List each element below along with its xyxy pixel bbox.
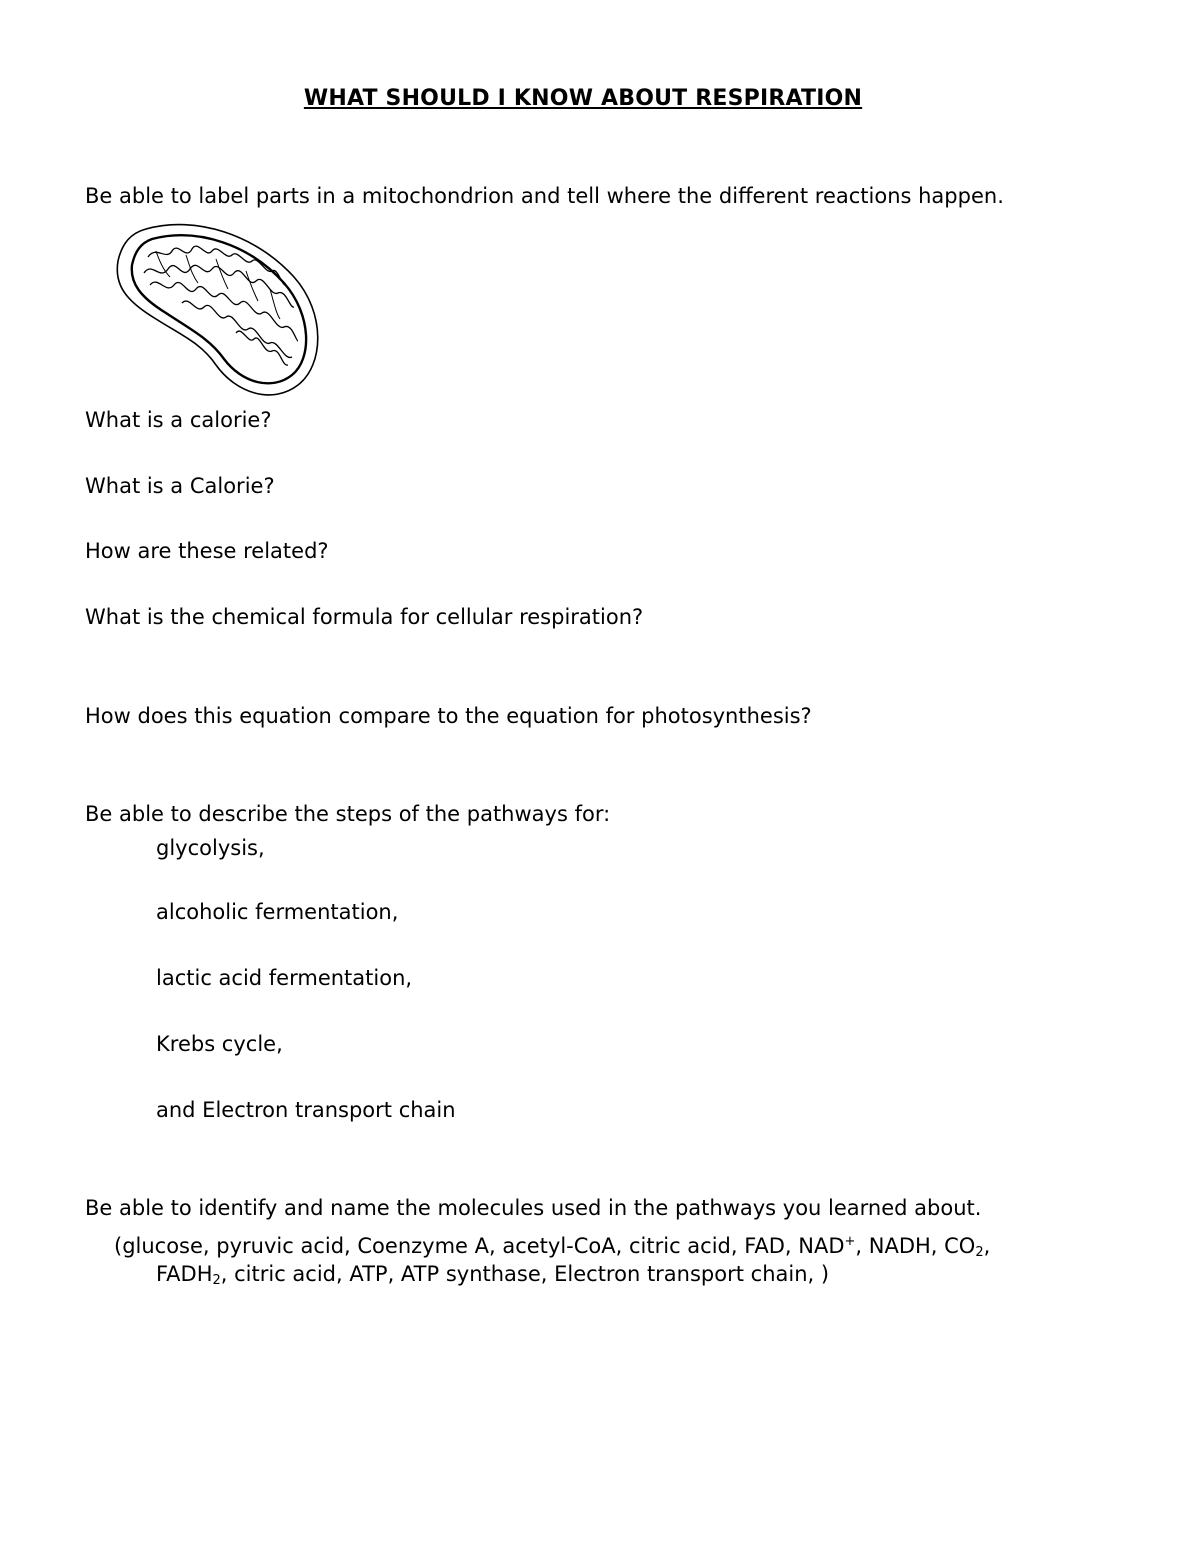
superscript: + bbox=[844, 1234, 856, 1249]
pathway-item: glycolysis, bbox=[156, 836, 265, 860]
molecules-text: (glucose, pyruvic acid, Coenzyme A, acetyl-CoA, citric acid, FAD, NAD bbox=[114, 1234, 845, 1258]
question-related: How are these related? bbox=[85, 539, 329, 563]
question-photosynthesis: How does this equation compare to the equation for photosynthesis? bbox=[85, 704, 812, 728]
molecules-text: , NADH, CO bbox=[855, 1234, 976, 1258]
intro-text: Be able to label parts in a mitochondrion and tell where the different reactions happen. bbox=[85, 184, 1004, 208]
molecules-text: FADH bbox=[156, 1262, 213, 1286]
pathway-item: Krebs cycle, bbox=[156, 1032, 283, 1056]
question-formula: What is the chemical formula for cellular respiration? bbox=[85, 605, 644, 629]
subscript: 2 bbox=[212, 1273, 221, 1288]
page-title: WHAT SHOULD I KNOW ABOUT RESPIRATION bbox=[303, 86, 863, 111]
pathway-item: and Electron transport chain bbox=[156, 1098, 456, 1122]
molecules-heading: Be able to identify and name the molecules used in the pathways you learned about. bbox=[85, 1196, 982, 1220]
mitochondrion-illustration bbox=[86, 215, 348, 401]
molecules-list-line-2 bbox=[156, 1260, 829, 1295]
pathways-heading: Be able to describe the steps of the pathways for: bbox=[85, 802, 611, 826]
subscript: 2 bbox=[975, 1245, 984, 1260]
pathway-item: lactic acid fermentation, bbox=[156, 966, 413, 990]
molecules-text: , citric acid, ATP, ATP synthase, Electron transport chain, ) bbox=[220, 1262, 830, 1286]
question-calorie: What is a calorie? bbox=[85, 408, 272, 432]
pathway-item: alcoholic fermentation, bbox=[156, 900, 399, 924]
molecules-text: , bbox=[983, 1234, 991, 1258]
question-big-calorie: What is a Calorie? bbox=[85, 474, 275, 498]
